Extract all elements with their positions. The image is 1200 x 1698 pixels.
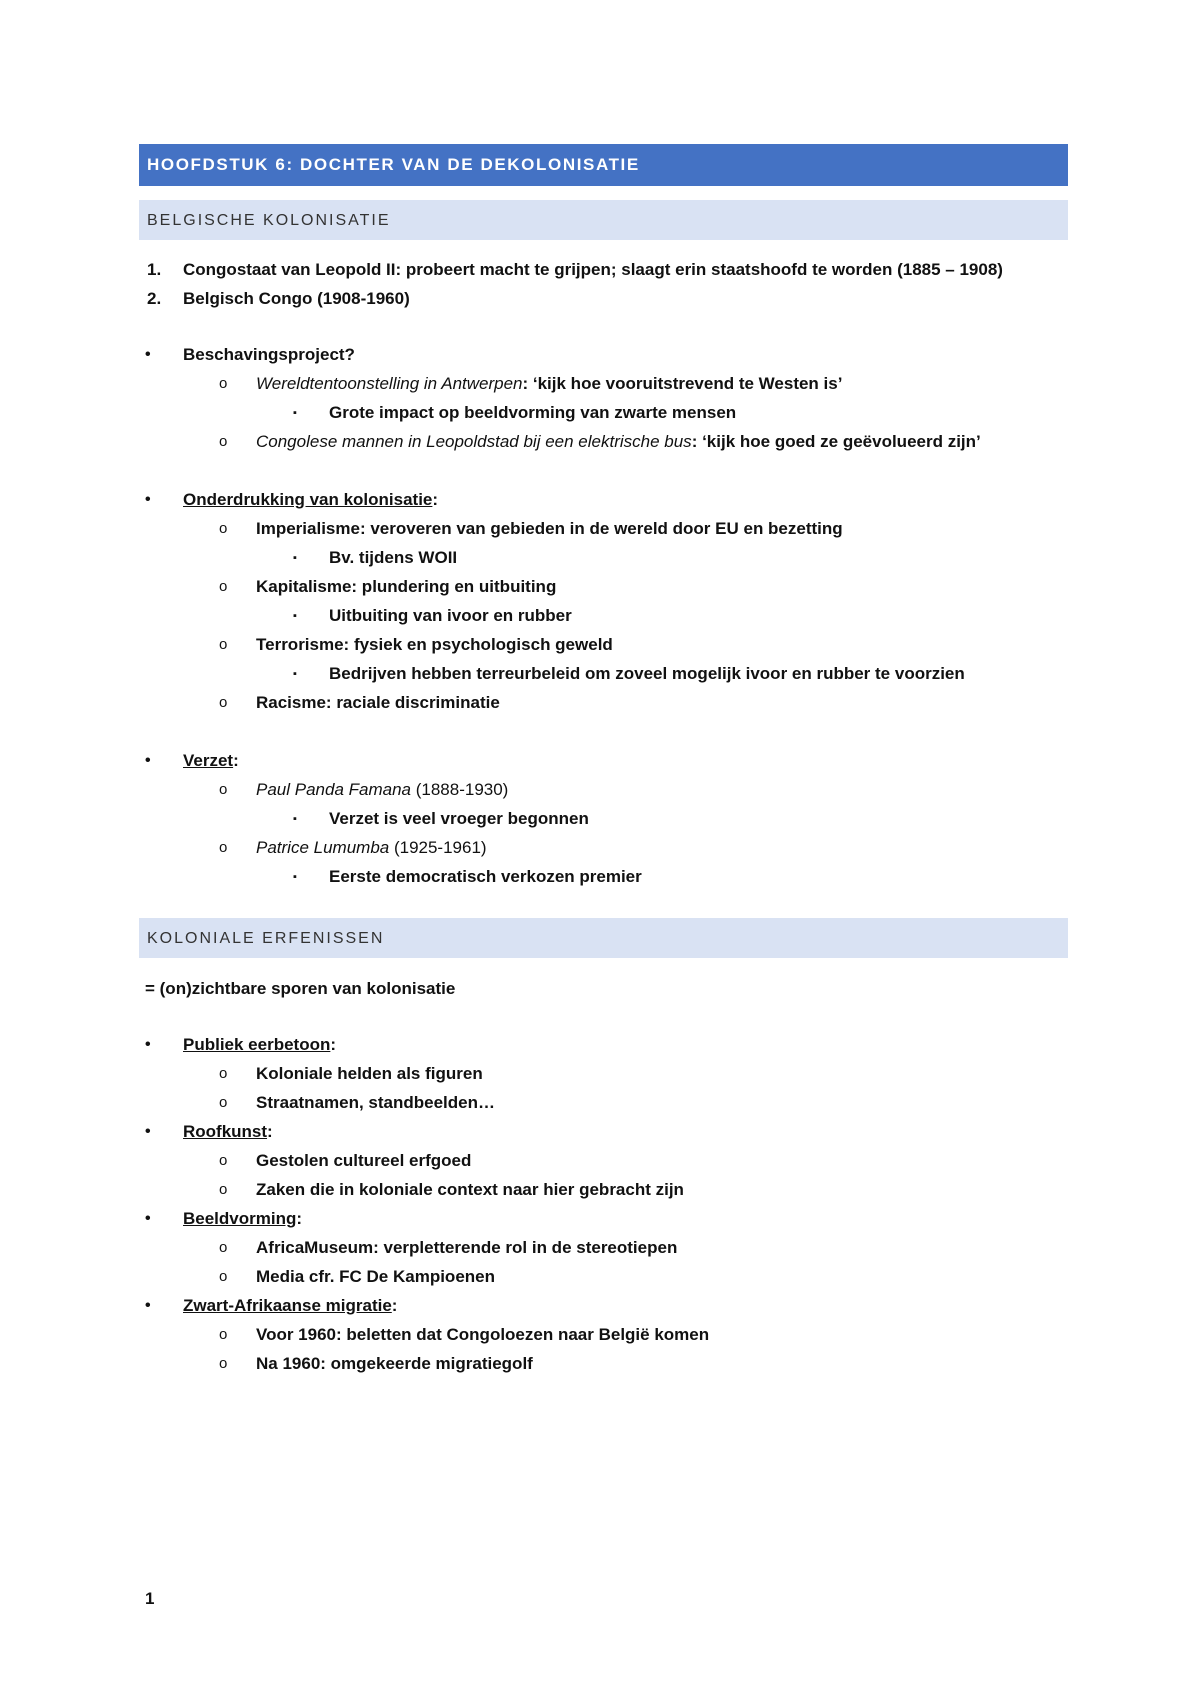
- list-number: 2.: [147, 289, 162, 308]
- bullet-marker: •: [145, 1210, 151, 1227]
- circle-marker: o: [219, 694, 228, 711]
- circle-marker: o: [219, 375, 228, 392]
- sub-item-text: [256, 834, 487, 862]
- sub-sub-item-text: Bv. tijdens WOII: [329, 548, 458, 567]
- sub-item-text: [256, 428, 981, 456]
- colon: :: [391, 1296, 398, 1315]
- circle-marker: o: [219, 578, 228, 595]
- sub-item-text: Media cfr. FC De Kampioenen: [256, 1267, 495, 1286]
- italic-text: Wereldtentoonstelling in Antwerpen: [256, 374, 523, 393]
- sub-item-text: AfricaMuseum: verpletterende rol in de stereotiepen: [256, 1238, 678, 1257]
- sub-item-text: Zaken die in koloniale context naar hier gebracht zijn: [256, 1180, 684, 1199]
- square-marker: ▪: [293, 407, 297, 419]
- circle-marker: o: [219, 1152, 228, 1169]
- text: (1925-1961): [389, 838, 487, 857]
- underlined-title: Beeldvorming: [183, 1209, 297, 1228]
- list-number: 1.: [147, 260, 162, 279]
- definition-text: = (on)zichtbare sporen van kolonisatie: [145, 979, 456, 998]
- sub-sub-item-text: Grote impact op beeldvorming van zwarte mensen: [329, 403, 737, 422]
- underlined-title: Roofkunst: [183, 1122, 268, 1141]
- bullet-marker: •: [145, 752, 151, 769]
- square-marker: ▪: [293, 668, 297, 680]
- colon: :: [296, 1209, 303, 1228]
- sub-item-text: Voor 1960: beletten dat Congoloezen naar België komen: [256, 1325, 710, 1344]
- sub-sub-item-text: Bedrijven hebben terreurbeleid om zoveel mogelijk ivoor en rubber te voorzien: [329, 664, 965, 683]
- sub-sub-item-text: Verzet is veel vroeger begonnen: [329, 809, 589, 828]
- sub-item-text: Imperialisme: veroveren van gebieden in de wereld door EU en bezetting: [256, 519, 843, 538]
- circle-marker: o: [219, 1268, 228, 1285]
- section-title-koloniale-erfenissen: KOLONIALE ERFENISSEN: [139, 918, 1068, 958]
- colon: :: [330, 1035, 337, 1054]
- circle-marker: o: [219, 520, 228, 537]
- bullet-marker: •: [145, 491, 151, 508]
- colon: :: [267, 1122, 273, 1141]
- italic-text: Patrice Lumumba: [256, 838, 390, 857]
- sub-item-text: [256, 370, 842, 398]
- sub-item-text: Koloniale helden als figuren: [256, 1064, 483, 1083]
- square-marker: ▪: [293, 610, 297, 622]
- bullet-text: [183, 1205, 302, 1233]
- colon: :: [432, 490, 439, 509]
- sub-sub-item-text: Eerste democratisch verkozen premier: [329, 867, 642, 886]
- sub-item-text: Na 1960: omgekeerde migratiegolf: [256, 1354, 533, 1373]
- sub-item-text: Gestolen cultureel erfgoed: [256, 1151, 472, 1170]
- bullet-text: [183, 1118, 273, 1146]
- bullet-text: [183, 486, 438, 514]
- circle-marker: o: [219, 1094, 228, 1111]
- bullet-text: [183, 1031, 336, 1059]
- circle-marker: o: [219, 1181, 228, 1198]
- underlined-title: Verzet: [183, 751, 234, 770]
- italic-text: Congolese mannen in Leopoldstad bij een elektrische bus: [256, 432, 692, 451]
- sub-item-text: [256, 776, 508, 804]
- bullet-marker: •: [145, 1123, 151, 1140]
- circle-marker: o: [219, 781, 228, 798]
- underlined-title: Zwart-Afrikaanse migratie: [183, 1296, 392, 1315]
- square-marker: ▪: [293, 871, 297, 883]
- sub-item-text: Straatnamen, standbeelden…: [256, 1093, 496, 1112]
- chapter-title: HOOFDSTUK 6: DOCHTER VAN DE DEKOLONISATIE: [139, 144, 1068, 186]
- bullet-marker: •: [145, 1036, 151, 1053]
- page-number: 1: [145, 1589, 155, 1608]
- list-item-text: Belgisch Congo (1908-1960): [183, 289, 410, 308]
- colon: :: [233, 751, 239, 770]
- circle-marker: o: [219, 1239, 228, 1256]
- circle-marker: o: [219, 1355, 228, 1372]
- sub-item-text: Terrorisme: fysiek en psychologisch geweld: [256, 635, 613, 654]
- square-marker: ▪: [293, 813, 297, 825]
- underlined-title: Publiek eerbetoon: [183, 1035, 331, 1054]
- bullet-text: Beschavingsproject?: [183, 345, 355, 364]
- bullet-marker: •: [145, 346, 151, 363]
- bullet-text: [183, 747, 239, 775]
- circle-marker: o: [219, 839, 228, 856]
- sub-item-text: Racisme: raciale discriminatie: [256, 693, 500, 712]
- sub-item-text: Kapitalisme: plundering en uitbuiting: [256, 577, 557, 596]
- italic-text: Paul Panda Famana: [256, 780, 411, 799]
- circle-marker: o: [219, 433, 228, 450]
- section-title-belgische-kolonisatie: BELGISCHE KOLONISATIE: [139, 200, 1068, 240]
- circle-marker: o: [219, 636, 228, 653]
- square-marker: ▪: [293, 552, 297, 564]
- bullet-marker: •: [145, 1297, 151, 1314]
- underlined-title: Onderdrukking van kolonisatie: [183, 490, 433, 509]
- circle-marker: o: [219, 1065, 228, 1082]
- list-item-text: Congostaat van Leopold II: probeert macht te grijpen; slaagt erin staatshoofd te worden (1885 – 1908): [183, 260, 1003, 279]
- text: : ‘kijk hoe goed ze geëvolueerd zijn’: [691, 432, 981, 451]
- circle-marker: o: [219, 1326, 228, 1343]
- sub-sub-item-text: Uitbuiting van ivoor en rubber: [329, 606, 572, 625]
- bullet-text: [183, 1292, 397, 1320]
- text: (1888-1930): [411, 780, 509, 799]
- text: : ‘kijk hoe vooruitstrevend te Westen is’: [522, 374, 843, 393]
